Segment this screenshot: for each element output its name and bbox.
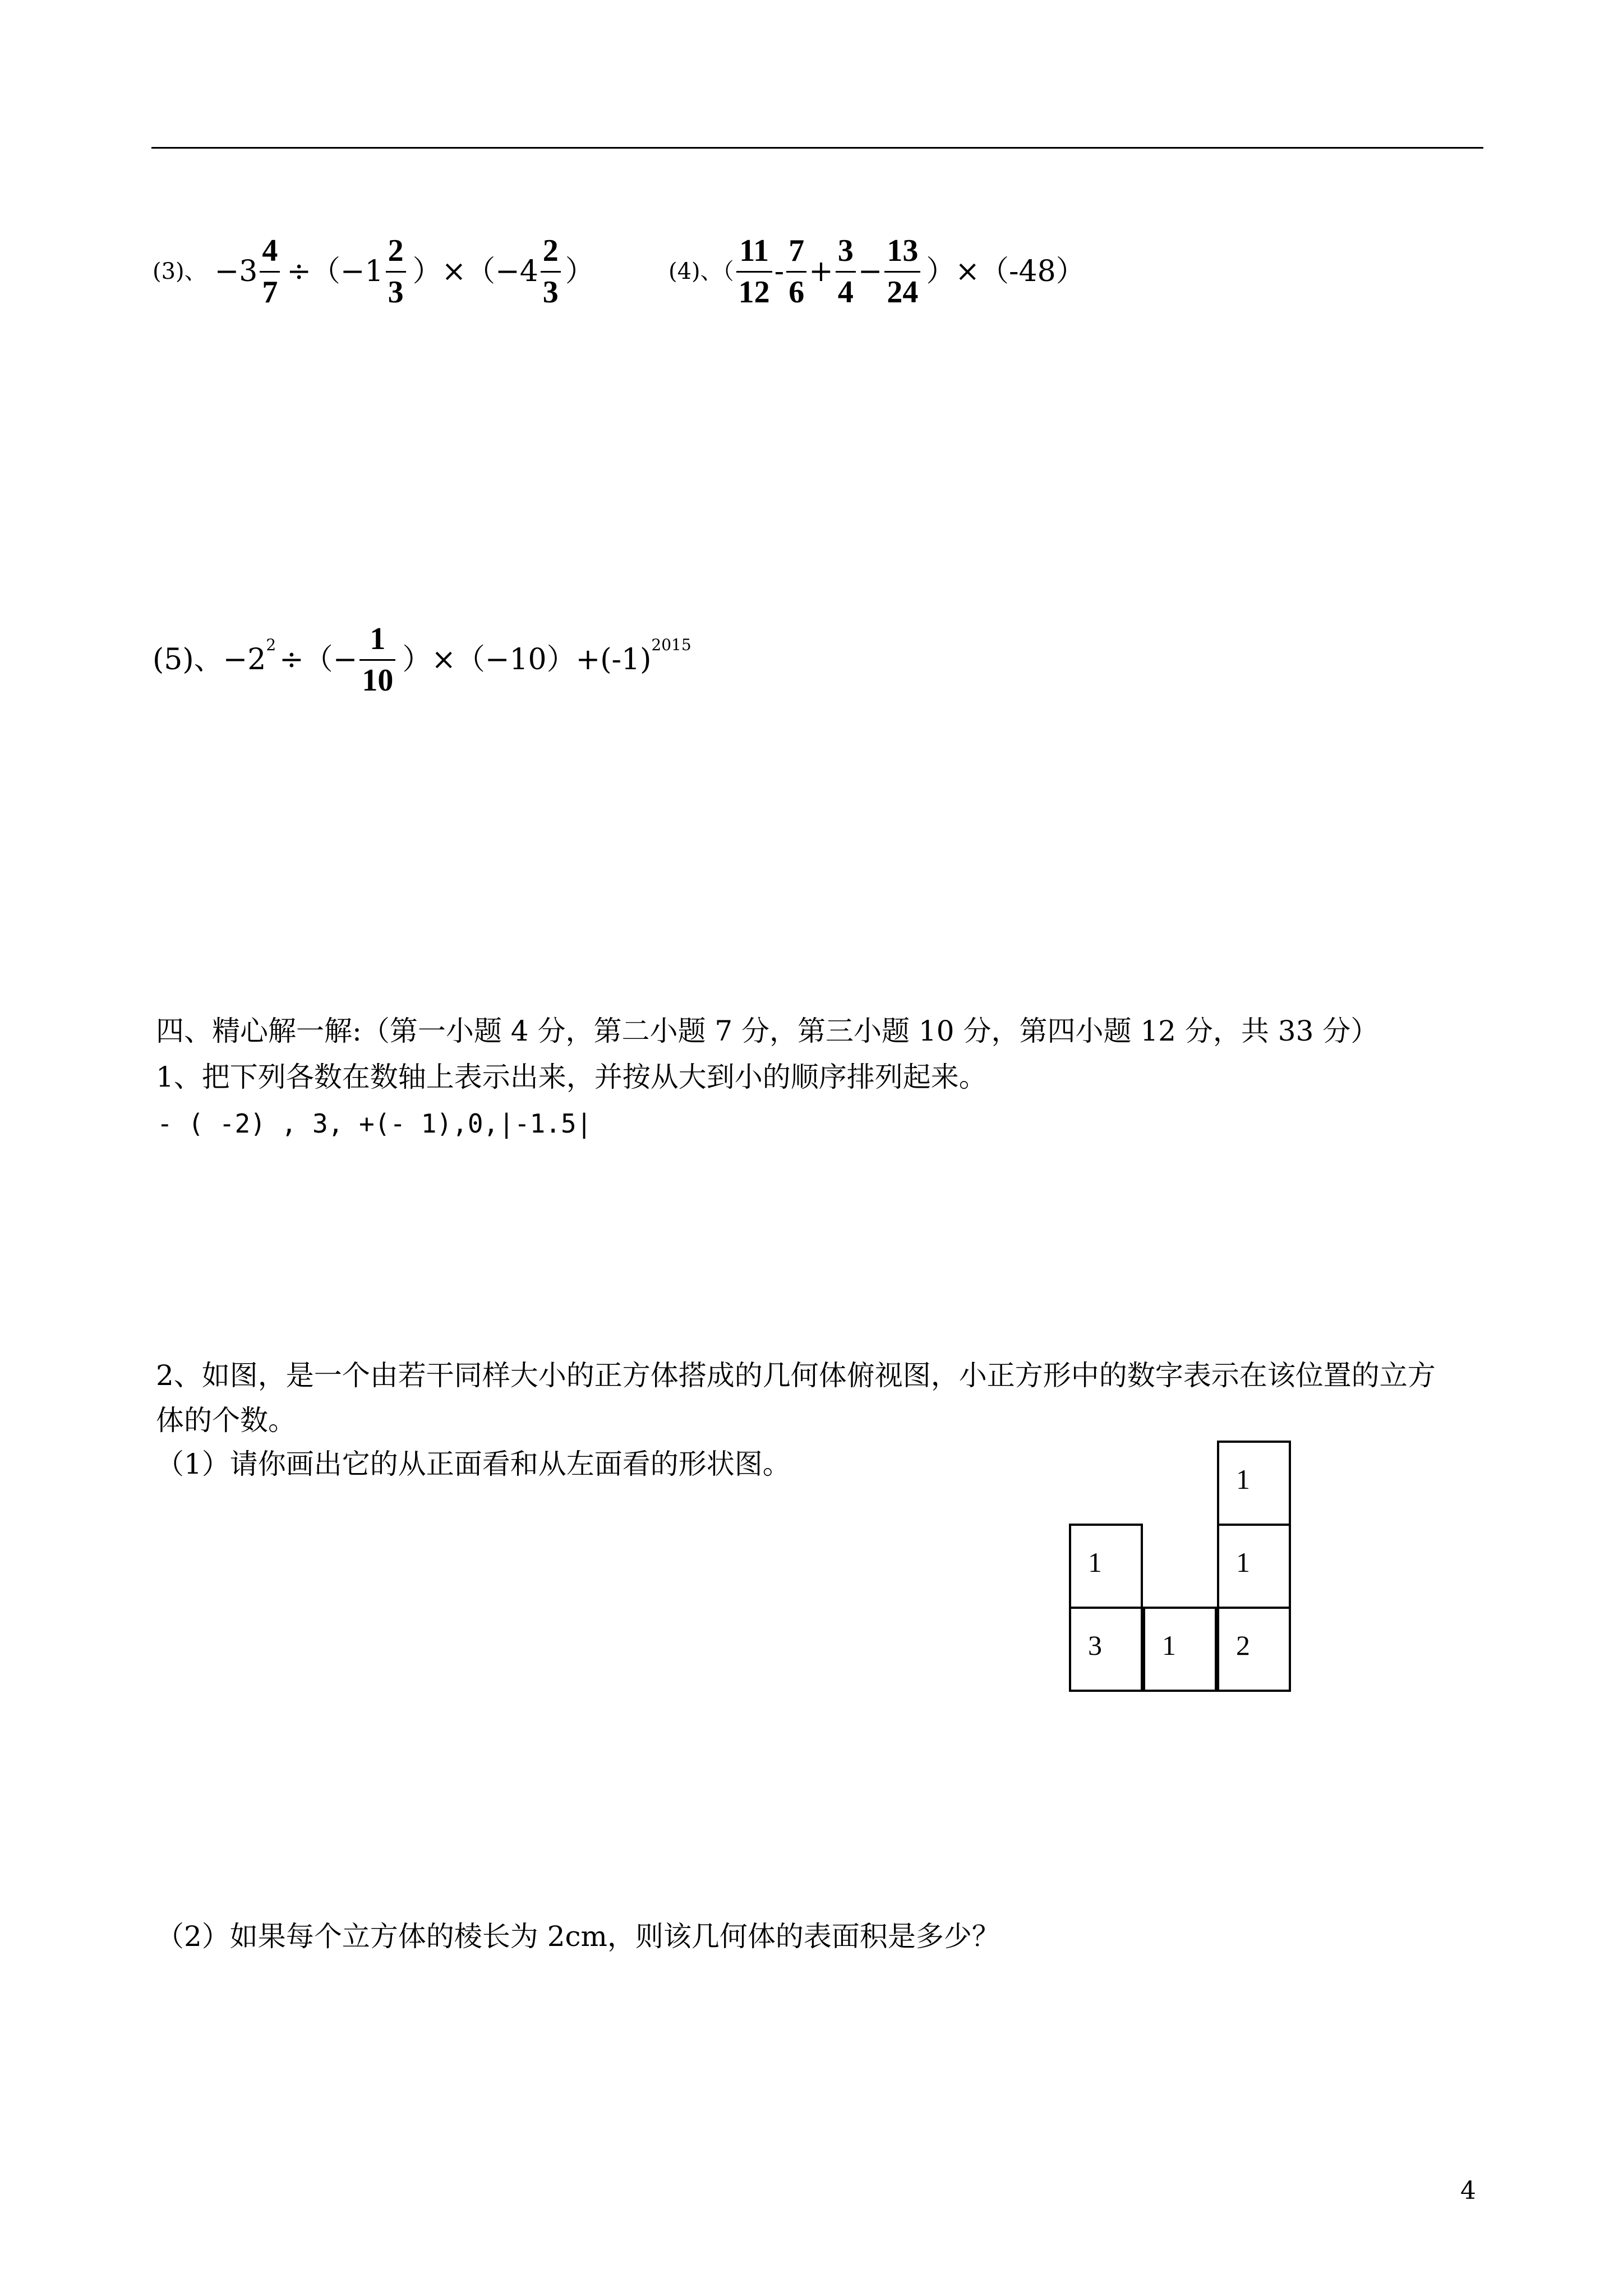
grid-cell-bottom-mid: 1 [1143, 1607, 1217, 1692]
problem-3: (3)、 −3 $\frac{4}{7}$ ÷（−1 $\frac{2}{3}$ ）×（−4 $\frac{2}{3}$ ） [153, 233, 594, 310]
problem-4-label: (4)、（ [668, 259, 734, 285]
fraction: $\frac{7}{6}$ [786, 234, 806, 309]
problem-3-label: (3)、 [153, 259, 207, 285]
fraction: $\frac{1}{10}$ [359, 623, 395, 697]
problem-5-label: (5)、−2 [153, 643, 266, 677]
grid-cell-mid-right: 1 [1217, 1524, 1291, 1609]
fraction: $\frac{11}{12}$ [736, 234, 772, 309]
problem-5: (5)、−2 2 ÷（− $\frac{1}{10}$ ）×（−10）+(-1) 2015 [153, 622, 691, 698]
grid-cell-top-right: 1 [1217, 1441, 1291, 1526]
question-2-sub1: （1）请你画出它的从正面看和从左面看的形状图。 [156, 1448, 791, 1480]
header-rule [151, 147, 1483, 149]
question-2-text-line1: 2、如图，是一个由若干同样大小的正方体搭成的几何体俯视图，小正方形中的数字表示在该位置的立方 [156, 1359, 1436, 1392]
problem-4: (4)、（ $\frac{11}{12}$ - $\frac{7}{6}$ + $\frac{3}{4}$ − $\frac{13}{24}$ ）×（-48） [668, 233, 1085, 310]
fraction: $\frac{4}{7}$ [260, 234, 280, 309]
fraction: $\frac{2}{3}$ [386, 234, 406, 309]
fraction: $\frac{13}{24}$ [884, 234, 920, 309]
question-1-numbers: - ( -2) , 3, +(- 1),0,|-1.5| [157, 1108, 592, 1139]
question-1-text: 1、把下列各数在数轴上表示出来，并按从大到小的顺序排列起来。 [156, 1061, 987, 1093]
fraction: $\frac{3}{4}$ [836, 234, 856, 309]
grid-cell-bottom-right: 2 [1217, 1607, 1291, 1692]
question-2-text-line2: 体的个数。 [156, 1404, 296, 1437]
page-number: 4 [1460, 2177, 1476, 2205]
section-heading: 四、精心解一解:（第一小题 4 分，第二小题 7 分，第三小题 10 分，第四小题 12 分，共 33 分） [156, 1015, 1379, 1047]
fraction: $\frac{2}{3}$ [541, 234, 561, 309]
question-2-sub2: （2）如果每个立方体的棱长为 2cm，则该几何体的表面积是多少？ [156, 1920, 1000, 1953]
grid-cell-mid-left: 1 [1069, 1524, 1143, 1609]
grid-cell-bottom-left: 3 [1069, 1607, 1143, 1692]
